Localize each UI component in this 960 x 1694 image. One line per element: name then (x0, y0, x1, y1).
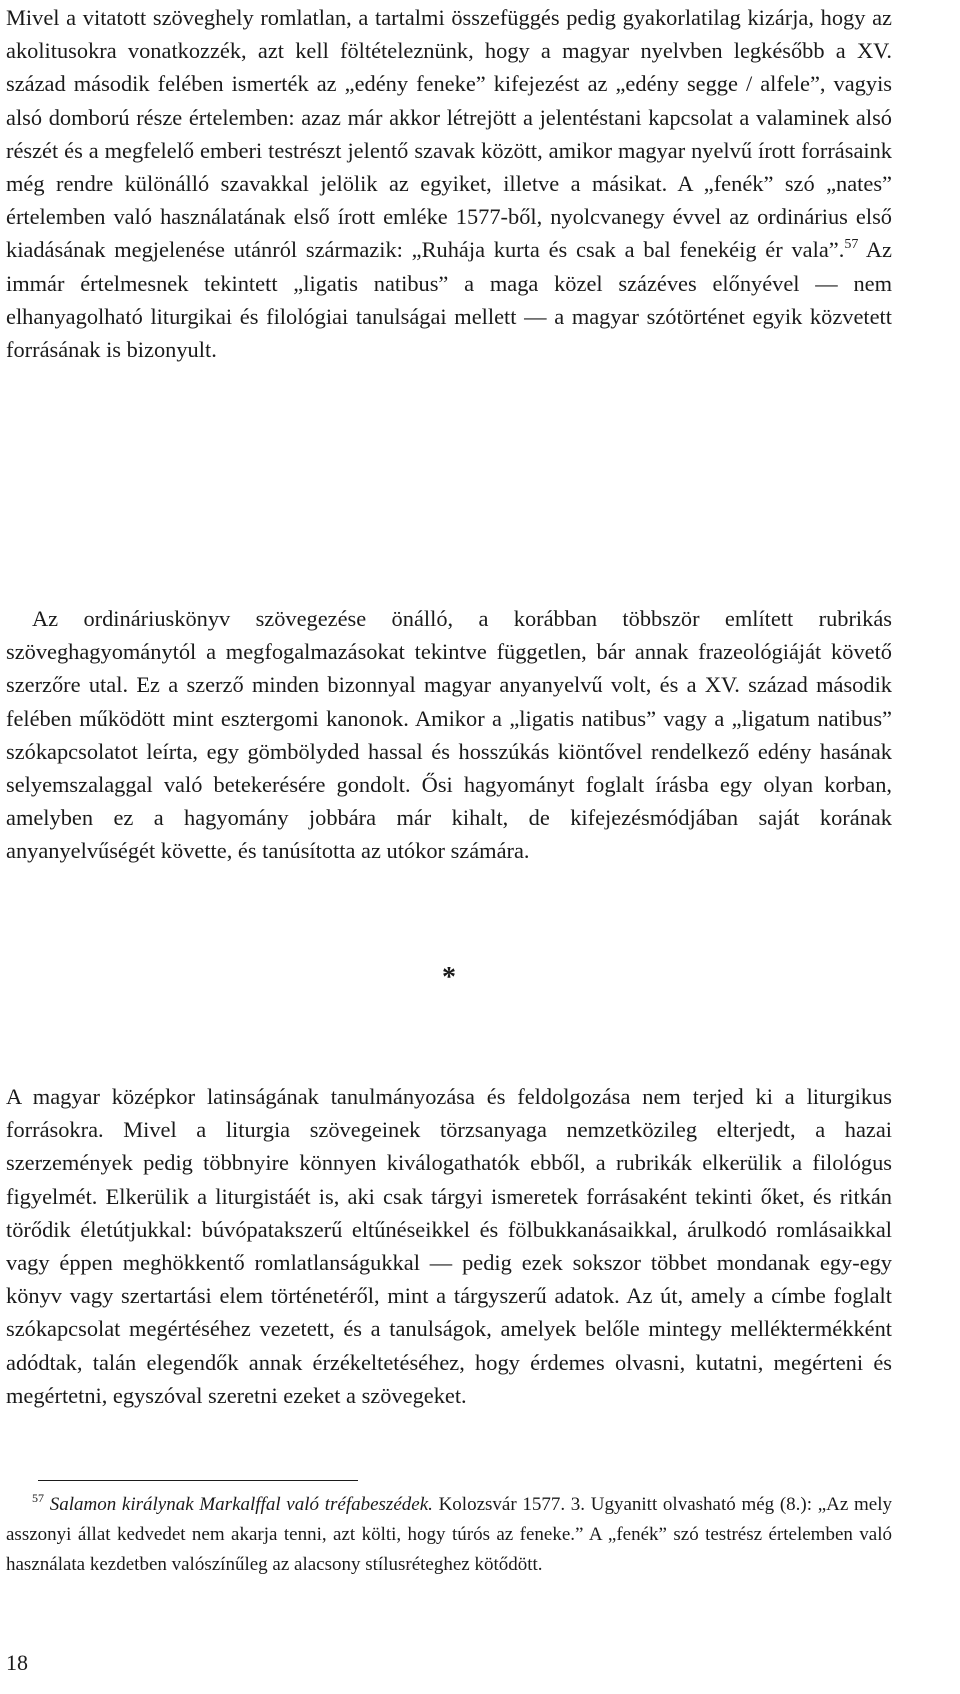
section-divider-asterisk: * (442, 962, 456, 993)
paragraph-1-text-continued: Az immár értelmesnek tekintett „ligatis natibus” a maga közel százéves előnyével — nem elhanyagolható liturgikai és filológiai tanulságai mellett — a magyar szótörténet egyik közvetett forrásának is bizonyult. (6, 237, 892, 363)
footnote-cited-title: Salamon királynak Markalffal való tréfabeszédek. (49, 1494, 433, 1515)
footnote-reference-57: 57 (844, 237, 859, 253)
paragraph-1-text: Mivel a vitatott szöveghely romlatlan, a tartalmi összefüggés pedig gyakorlatilag kizárja, hogy az akolitusokra vonatkozzék, azt kell föltételeznünk, hogy a magyar nyelvben legkésőbb a XV. század második felében ismerték az „edény feneke” kifejezést az „edény segge / alfele”, vagyis alsó domború része értelemben: azaz már akkor létrejött a jelentéstani kapcsolat a valaminek alsó részét és a megfelelő emberi testrészt jelentő szavak között, amikor magyar nyelvű írott forrásaink még rendre különálló szavakkal jelölik az egyiket, illetve a másikat. A „fenék” szó „nates” értelemben való használatának első írott emléke 1577-ből, nyolcvanegy évvel az ordinárius első kiadásának megjelenése utánról származik: „Ruhája kurta és csak a bal fenekéig ér vala”. (6, 5, 892, 263)
page-number: 18 (6, 1650, 28, 1675)
paragraph-2: Az ordináriuskönyv szövegezése önálló, a korábban többször említett rubrikás szöveghagyománytól a megfogalmazásokat tekintve független, bár annak frazeológiáját követő szerzőre utal. Ez a szerző minden bizonnyal magyar anyanyelvű volt, és a XV. század második felében működött mint esztergomi kanonok. Amikor a „ligatis natibus” vagy a „ligatum natibus” szókapcsolatot leírta, egy gömbölyded hassal és hosszúkás kiöntővel rendelkező edény hasának selyemszalaggal való betekerésére gondolt. Ősi hagyományt foglalt írásba egy olyan korban, amelyben ez a hagyomány jobbára már kihalt, de kifejezésmódjában saját korának anyanyelvűségét követte, és tanúsította az utókor számára. (6, 606, 892, 864)
footnote-separator (38, 1480, 358, 1481)
paragraph-3: A magyar középkor latinságának tanulmányozása és feldolgozása nem terjed ki a liturgikus forrásokra. Mivel a liturgia szövegeinek törzsanyaga nemzetközileg elterjedt, a hazai szerzemények pedig többnyire könnyen kiválogathatók ebből, a rubrikák elkerülik a filológus figyelmét. Elkerülik a liturgistáét is, aki csak tárgyi ismeretek forrásaként tekinti őket, és ritkán törődik életútjukkal: búvópatakszerű eltűnéseikkel és fölbukkanásaikkal, árulkodó romlásaikkal vagy éppen meghökkentő romlatlanságukkal — pedig ezek sokszor többet mondanak egy-egy könyv vagy szertartási elem történetéről, mint a tárgyszerű adatok. Az út, amely a címbe foglalt szókapcsolat megértéséhez vezetett, és a tanulságok, amelyek belőle mintegy melléktermékként adódtak, talán elegendők annak érzékeltetéséhez, hogy érdemes olvasni, kutatni, megérteni és megértetni, egyszóval szeretni ezeket a szövegeket. (6, 1084, 892, 1408)
footnote-text: Kolozsvár 1577. 3. Ugyanitt olvasható még (8.): „Az mely asszonyi állat kedvedet nem akarja tenni, azt költi, hogy túrós az feneke.” A „fenék” szó testrész értelemben való használata kezdetben valószínűleg az alacsony stílusréteghez kötődött. (6, 1494, 893, 1575)
footnote-number: 57 (32, 1491, 44, 1505)
footnote-57 (6, 1490, 892, 1580)
paragraph-1 (6, 1, 892, 366)
